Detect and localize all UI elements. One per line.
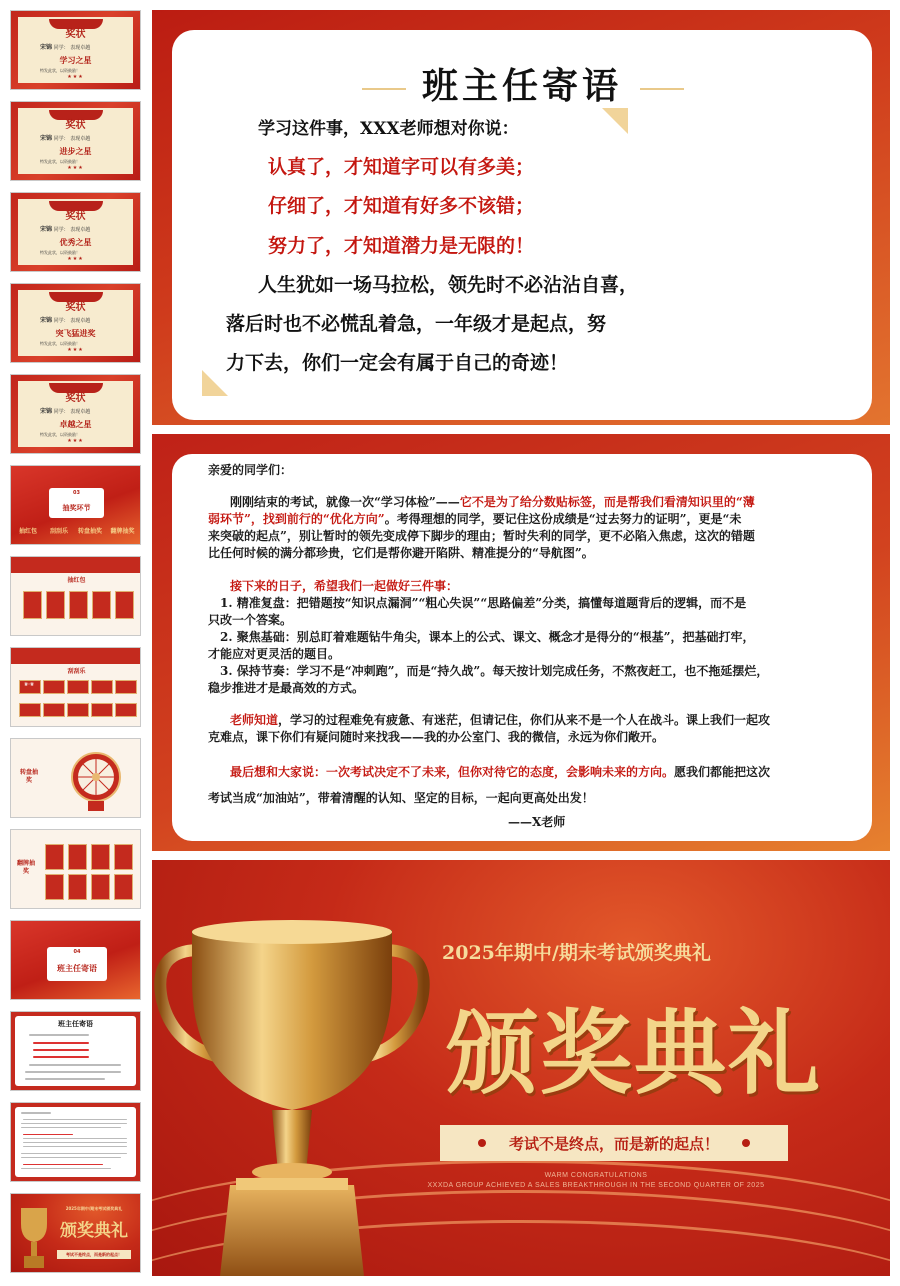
- letter-p1-line-3: 来突破的起点”，别让暂时的领先变成停下脚步的理由；暂时失利的同学，更不必陷入焦虑，这次的错题: [208, 529, 755, 543]
- letter-text: 刚刚结束的考试，就像一次“学习体检”——: [230, 495, 460, 509]
- red-line-3: 努力了，才知道潜力是无限的！: [268, 235, 535, 257]
- certificate-name-line: [40, 133, 90, 142]
- cover-banner-text: 考试不是终点，而是新的起点！: [508, 1135, 719, 1153]
- letter-item-2: 2. 聚焦基础：别总盯着难题钻牛角尖，课本上的公式、课文、概念才是得分的“根基”，把基础打牢，: [220, 630, 755, 644]
- text-line: [23, 1146, 127, 1147]
- text-line: [21, 1123, 127, 1124]
- text-line: [21, 1153, 127, 1154]
- trophy-icon: [15, 1202, 53, 1272]
- letter-p3-line-2: 克难点，课下你们有疑问随时来找我——我的办公室门、我的微信，永远为你们敞开。: [208, 730, 665, 744]
- star-decoration: ★★★: [67, 74, 84, 80]
- certificate-paper: [18, 381, 133, 447]
- certificate-title: 奖状: [65, 302, 86, 313]
- certificate-name: 宋锦: [40, 408, 53, 415]
- letter-item-1: 1. 精准复盘：把错题按“知识点漏洞”“粗心失误”“思路偏差”分类，搞懂每道题背后的逻辑，而不是: [220, 596, 747, 610]
- section-number: 03: [73, 490, 80, 496]
- star-decoration: ★★★: [67, 347, 84, 353]
- letter-p2-heading: 接下来的日子，希望我们一起做好三件事：: [230, 579, 459, 593]
- certificate-title: 奖状: [65, 393, 86, 404]
- slide-teacher-message[interactable]: [152, 10, 890, 425]
- scratch-card: [67, 703, 89, 717]
- slide-thumbnail-7[interactable]: [10, 556, 141, 636]
- text-line: [33, 1056, 89, 1058]
- letter-p4-line-1: [230, 764, 770, 781]
- certificate-name-line: [40, 42, 90, 51]
- slide-thumbnail-14[interactable]: [10, 1193, 141, 1273]
- scratch-card: [19, 703, 41, 717]
- thumb-title: 翻牌抽奖: [16, 860, 35, 875]
- section-title: 班主任寄语: [57, 964, 97, 973]
- english-caption-1: WARM CONGRATULATIONS: [544, 1172, 648, 1179]
- certificate-name-line: [40, 315, 90, 324]
- certificate-name: 宋锦: [40, 135, 53, 142]
- letter-signature: ——X老师: [508, 815, 566, 829]
- letter-text: 愿我们都能把这次: [674, 765, 771, 779]
- slide-cover[interactable]: [152, 860, 890, 1276]
- text-line: [29, 1034, 89, 1036]
- slide-thumbnail-9[interactable]: [10, 738, 141, 818]
- star-decoration: ★★★: [67, 165, 84, 171]
- scratch-card: [67, 680, 89, 694]
- text-line: [23, 1142, 127, 1143]
- cover-banner: [440, 1125, 788, 1161]
- certificate-footer: 特发此状，以资鼓励！: [40, 159, 80, 164]
- cover-title: 颁奖典礼: [445, 999, 822, 1107]
- scratch-card: [43, 680, 65, 694]
- text-line: [21, 1127, 121, 1128]
- certificate-title: 奖状: [65, 211, 86, 222]
- letter-item-2-cont: 才能应对更灵活的题目。: [208, 647, 341, 661]
- slide-thumbnail-5[interactable]: [10, 374, 141, 454]
- scratch-card: [115, 703, 137, 717]
- letter-p3-line-1: [230, 712, 770, 729]
- slide-thumbnail-11[interactable]: [10, 920, 141, 1000]
- certificate-title: 奖状: [65, 120, 86, 131]
- text-line: [23, 1119, 127, 1120]
- certificate-footer: 特发此状，以资鼓励！: [40, 432, 80, 437]
- slide-thumbnail-2[interactable]: [10, 101, 141, 181]
- certificate-name: 宋锦: [40, 44, 53, 51]
- text-line: [21, 1157, 121, 1158]
- header-bar: [11, 557, 141, 573]
- slide-thumbnail-1[interactable]: [10, 10, 141, 90]
- certificate-title: 奖状: [65, 29, 86, 40]
- scratch-label: 谢一谢: [24, 682, 34, 686]
- letter-highlight: 老师知道: [230, 713, 279, 727]
- certificate-footer: 特发此状，以资鼓励！: [40, 68, 80, 73]
- letter-p1-line-4: 比任何时候的满分都珍贵，它们是帮你避开陷阱、精准提分的“导航图”。: [208, 546, 594, 560]
- section-tag: 刮刮乐: [49, 528, 68, 535]
- slide-letter[interactable]: [152, 434, 890, 851]
- body-line-2: 落后时也不必慌乱着急，一年级才是起点，努: [226, 313, 607, 335]
- red-packet: [92, 591, 111, 619]
- flip-card: [114, 844, 133, 870]
- certificate-paper: [18, 17, 133, 83]
- slide-thumbnail-8[interactable]: [10, 647, 141, 727]
- certificate-footer: 特发此状，以资鼓励！: [40, 250, 80, 255]
- flip-card: [114, 874, 133, 900]
- letter-highlight: 它不是为了给分数贴标签，而是帮我们看清知识里的“薄: [459, 495, 755, 509]
- slide-thumbnail-6[interactable]: [10, 465, 141, 545]
- text-line: [23, 1134, 73, 1135]
- letter-p1-line-1: [230, 494, 755, 511]
- letter-p1-line-2: [208, 511, 741, 528]
- certificate-name-note: 同学： 表现卓越: [53, 409, 91, 415]
- section-tag: 翻牌抽奖: [110, 528, 135, 535]
- certificate-name: 宋锦: [40, 317, 53, 324]
- scratch-card: [115, 680, 137, 694]
- certificate-footer: 特发此状，以资鼓励！: [40, 341, 80, 346]
- letter-board: [172, 454, 872, 841]
- cover-title: 颁奖典礼: [60, 1221, 128, 1241]
- text-line: [25, 1071, 121, 1073]
- flip-card: [91, 874, 110, 900]
- certificate-award: 优秀之星: [59, 238, 92, 247]
- letter-highlight: 最后想和大家说：一次考试决定不了未来，但你对待它的态度，会影响未来的方向。: [230, 765, 675, 779]
- scratch-card: [91, 703, 113, 717]
- star-decoration: ★★★: [67, 256, 84, 262]
- certificate-paper: [18, 290, 133, 356]
- cover-banner-text: 考试不是终点，而是新的起点！: [66, 1252, 122, 1257]
- flip-card: [91, 844, 110, 870]
- thumb-title: 转盘抽奖: [19, 769, 38, 784]
- slide-thumbnail-panel: [0, 0, 150, 1286]
- text-line: [23, 1164, 103, 1165]
- prize-wheel-icon: [66, 749, 126, 815]
- text-line: [25, 1078, 105, 1080]
- text-line: [33, 1042, 89, 1044]
- cover-subtitle: 2025年期中/期末考试颁奖典礼: [65, 1206, 123, 1211]
- thumb-title: 刮刮乐: [67, 668, 86, 675]
- text-line: [21, 1112, 51, 1114]
- cover-subtitle: 2025年期中/期末考试颁奖典礼: [442, 942, 711, 964]
- message-board: [172, 30, 872, 420]
- red-packet: [69, 591, 88, 619]
- certificate-name-note: 同学： 表现卓越: [53, 227, 91, 233]
- english-caption-2: XXXDA GROUP ACHIEVED A SALES BREAKTHROUGH IN THE SECOND QUARTER OF 2025: [427, 1182, 765, 1189]
- body-line-3: 力下去，你们一定会有属于自己的奇迹！: [226, 352, 569, 374]
- certificate-paper: [18, 108, 133, 174]
- slide-thumbnail-4[interactable]: [10, 283, 141, 363]
- certificate-name-note: 同学： 表现卓越: [53, 318, 91, 324]
- text-line: [33, 1049, 89, 1051]
- section-tag: 抽红包: [18, 528, 37, 535]
- text-line: [23, 1138, 127, 1139]
- star-decoration: ★★★: [67, 438, 84, 444]
- red-packet: [23, 591, 42, 619]
- flip-card: [45, 844, 64, 870]
- certificate-award: 学习之星: [59, 56, 92, 65]
- certificate-name-line: [40, 406, 90, 415]
- slide-thumbnail-10[interactable]: [10, 829, 141, 909]
- certificate-name-note: 同学： 表现卓越: [53, 136, 91, 142]
- scratch-card: [91, 680, 113, 694]
- slide-thumbnail-3[interactable]: [10, 192, 141, 272]
- section-tag: 转盘抽奖: [77, 528, 102, 535]
- red-packet: [46, 591, 65, 619]
- slide-thumbnail-12[interactable]: [10, 1011, 141, 1091]
- slide-thumbnail-13[interactable]: [10, 1102, 141, 1182]
- flip-card: [68, 874, 87, 900]
- letter-item-3-cont: 稳步推进才是最高效的方式。: [208, 681, 365, 695]
- scratch-card: [43, 703, 65, 717]
- intro-line: 学习这件事，XXX老师想对你说：: [258, 119, 519, 139]
- flip-card: [68, 844, 87, 870]
- certificate-award: 卓越之星: [59, 420, 92, 429]
- flip-card: [45, 874, 64, 900]
- body-line-1: 人生犹如一场马拉松，领先时不必沾沾自喜，: [258, 274, 639, 296]
- red-packet: [115, 591, 134, 619]
- section-number: 04: [73, 949, 81, 955]
- slide-title: 班主任寄语: [421, 65, 622, 107]
- letter-highlight: 弱环节”，找到前行的“优化方向”: [208, 512, 385, 526]
- thumb-title: 抽红包: [67, 577, 86, 584]
- letter-greeting: 亲爱的同学们：: [208, 463, 293, 477]
- letter-text: 。考得理想的同学，要记住这份成绩是“过去努力的证明”，更是“未: [384, 512, 742, 526]
- certificate-name-line: [40, 224, 90, 233]
- certificate-paper: [18, 199, 133, 265]
- letter-p4-line-2: 考试当成“加油站”，带着清醒的认知、坚定的目标，一起向更高处出发！: [208, 791, 594, 805]
- certificate-award: 突飞猛进奖: [55, 329, 96, 338]
- text-line: [21, 1168, 111, 1169]
- header-bar: [11, 648, 141, 664]
- letter-item-1-cont: 只改一个答案。: [208, 613, 293, 627]
- letter-text: ，学习的过程难免有疲惫、有迷茫，但请记住，你们从来不是一个人在战斗。课上我们一起攻: [278, 713, 771, 727]
- section-title: 抽奖环节: [62, 504, 91, 512]
- corner-decoration-icon: [202, 370, 228, 396]
- text-line: [29, 1064, 121, 1066]
- certificate-name: 宋锦: [40, 226, 53, 233]
- certificate-name-note: 同学： 表现卓越: [53, 45, 91, 51]
- red-line-1: 认真了，才知道字可以有多美；: [268, 156, 535, 178]
- letter-item-3: 3. 保持节奏：学习不是“冲刺跑”，而是“持久战”。每天按计划完成任务，不熬夜赶工，也不拖延摆烂，: [220, 664, 769, 678]
- certificate-award: 进步之星: [59, 147, 92, 156]
- thumb-title: 班主任寄语: [58, 1020, 93, 1028]
- corner-decoration-icon: [602, 108, 628, 134]
- red-line-2: 仔细了，才知道有好多不该错；: [268, 195, 535, 217]
